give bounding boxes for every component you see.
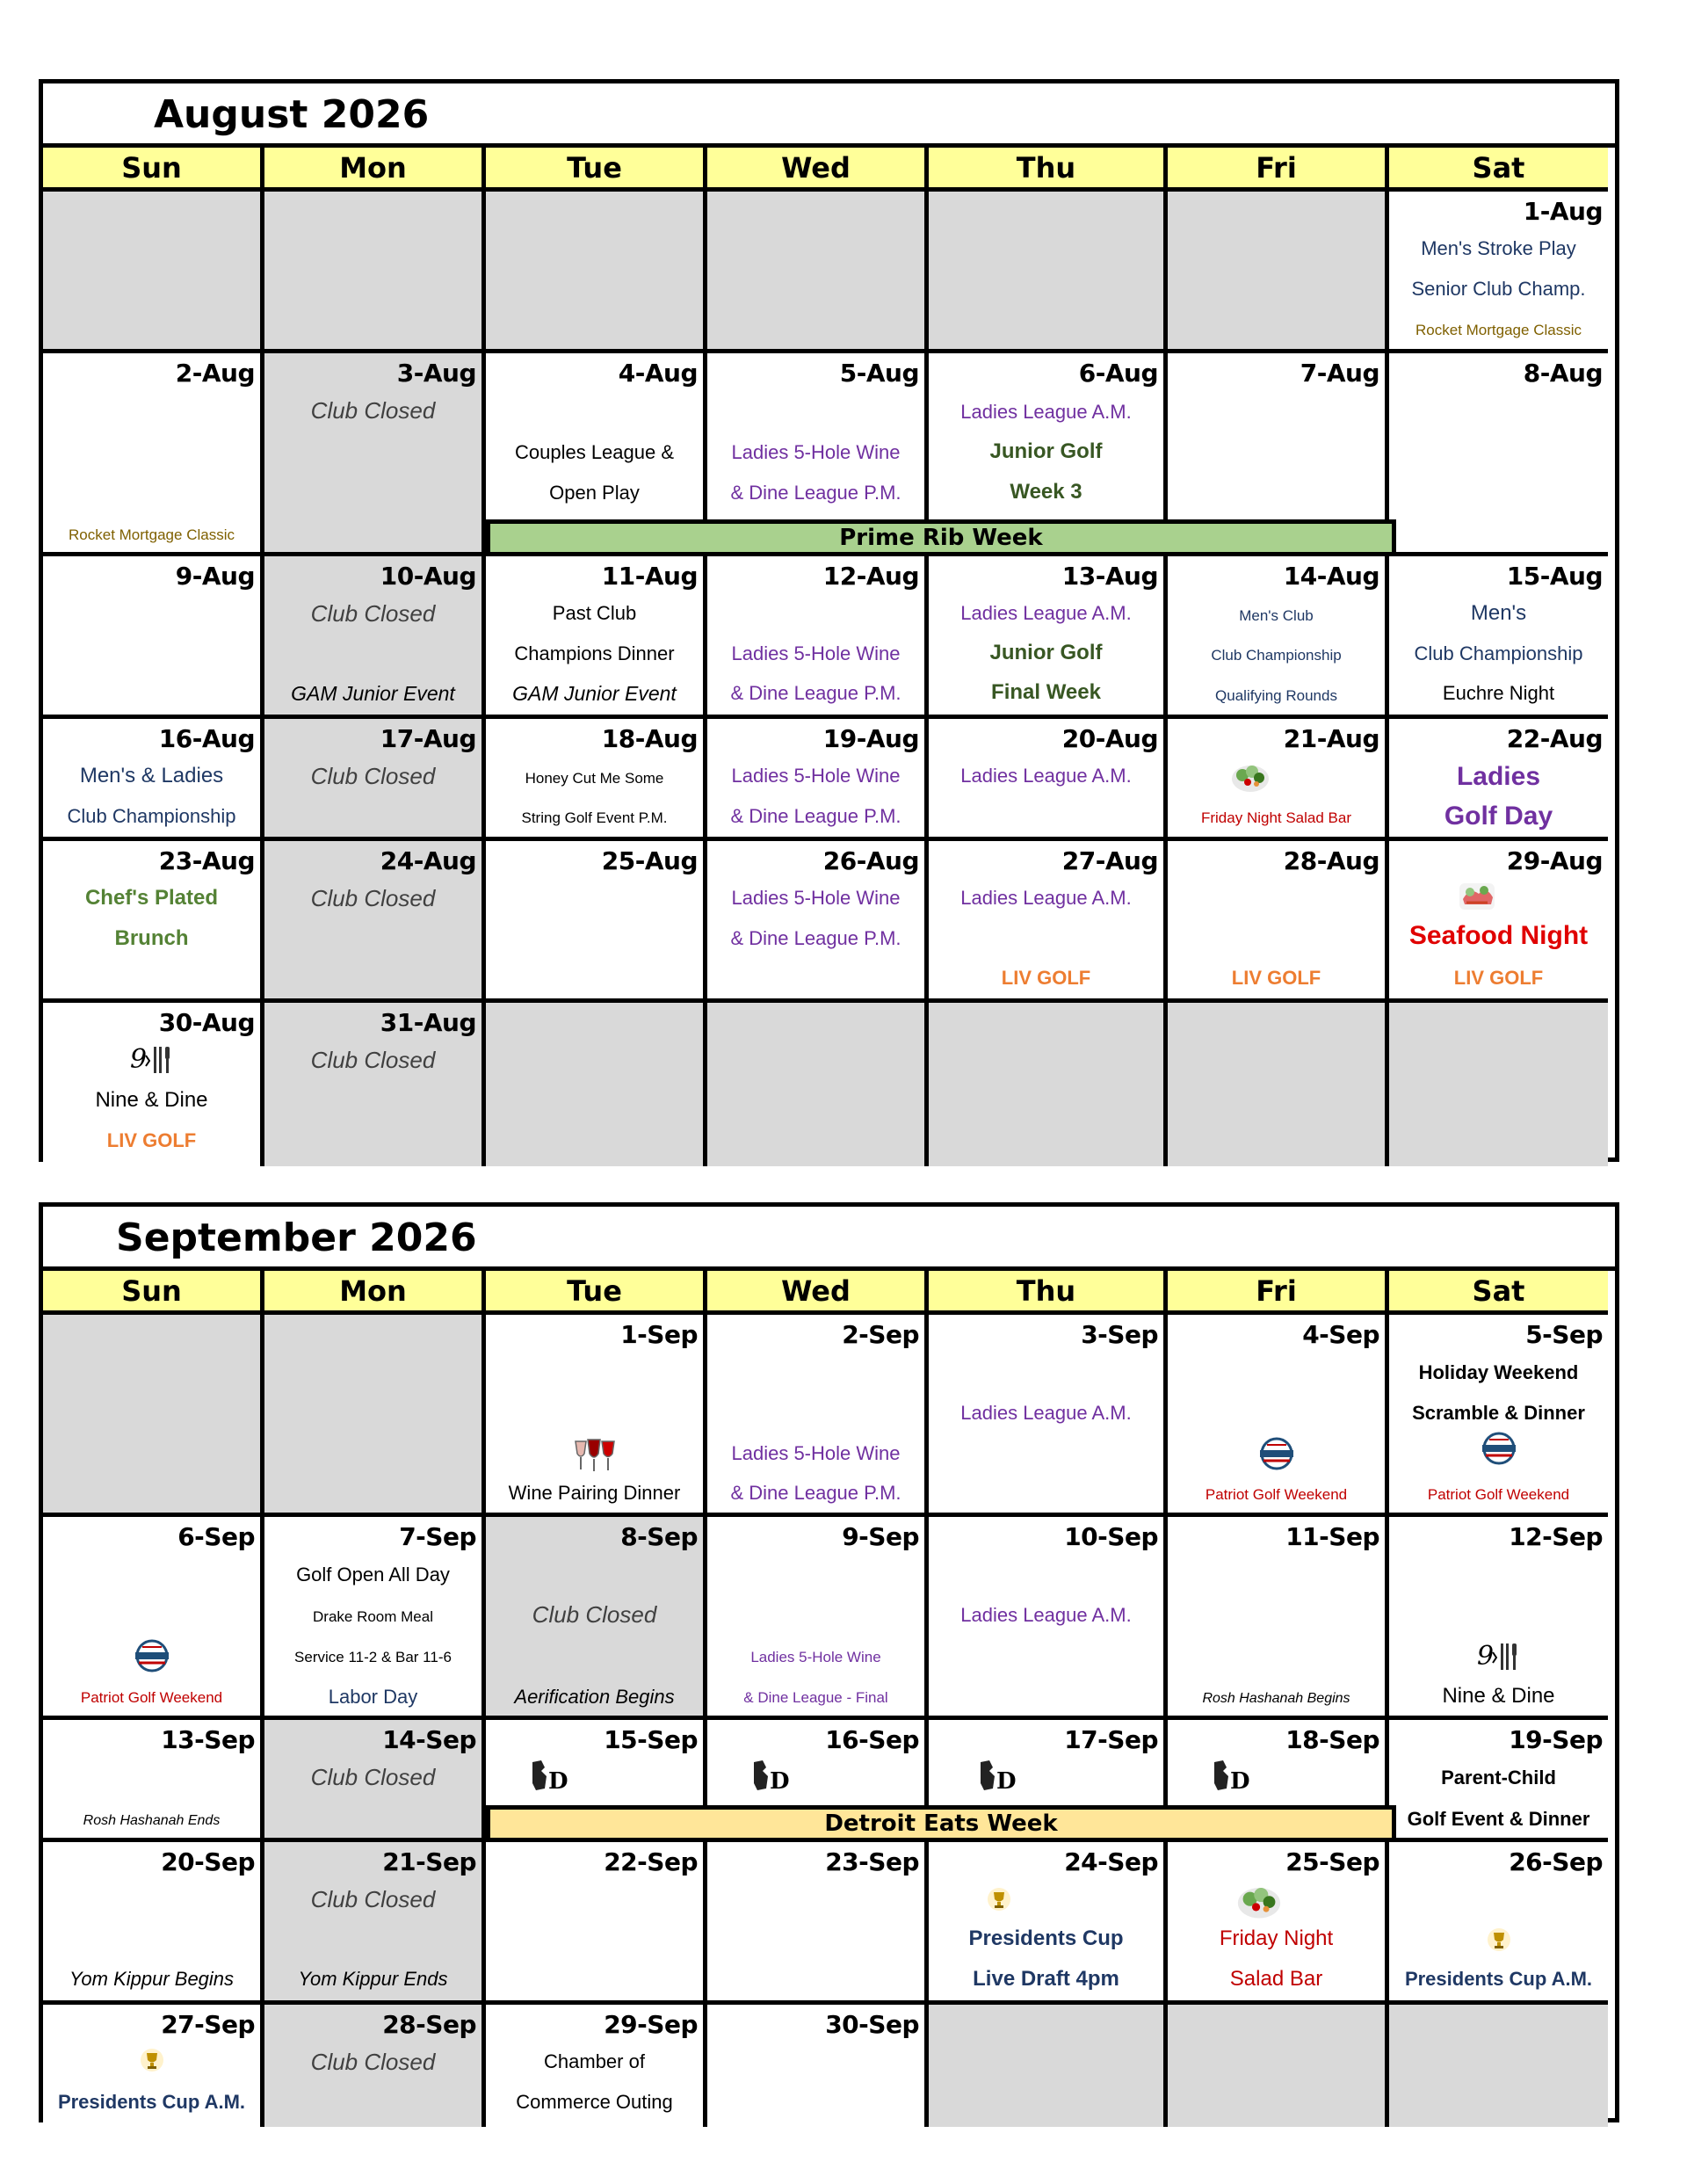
event-text: Club Closed bbox=[310, 600, 436, 627]
event-text: Rocket Mortgage Classic bbox=[1415, 322, 1582, 338]
event-text: Holiday Weekend bbox=[1418, 1361, 1579, 1383]
event-text: Nine & Dine bbox=[1442, 1684, 1555, 1708]
svg-text:D: D bbox=[996, 1768, 1017, 1794]
week-row bbox=[43, 1315, 1615, 1517]
michigan-d-logo-icon bbox=[977, 1757, 1021, 1794]
event-text: Ladies bbox=[1456, 762, 1541, 791]
day-number: 11-Sep bbox=[1285, 1522, 1379, 1551]
weekday-thu: Thu bbox=[929, 1271, 1168, 1315]
day-number: 25-Aug bbox=[601, 846, 698, 875]
event-text: Club Closed bbox=[310, 2049, 436, 2075]
day-number: 6-Aug bbox=[1078, 359, 1158, 388]
day-cell[interactable] bbox=[707, 841, 929, 1003]
weekday-header bbox=[43, 148, 1615, 192]
month-title: August 2026 bbox=[154, 92, 430, 137]
day-number: 16-Sep bbox=[825, 1725, 919, 1754]
weekday-wed: Wed bbox=[707, 148, 929, 192]
week-row bbox=[43, 556, 1615, 719]
event-text: Club Closed bbox=[310, 1886, 436, 1912]
empty-day-cell bbox=[929, 1003, 1168, 1166]
event-text: Couples League & bbox=[514, 441, 675, 463]
empty-day-cell bbox=[929, 2005, 1168, 2127]
event-text: Seafood Night bbox=[1408, 921, 1589, 950]
day-number: 22-Aug bbox=[1506, 724, 1603, 753]
event-text: Club Closed bbox=[310, 397, 436, 424]
day-number: 28-Aug bbox=[1283, 846, 1379, 875]
event-text: Presidents Cup A.M. bbox=[1404, 1968, 1593, 1990]
day-cell[interactable] bbox=[1168, 719, 1389, 841]
day-cell[interactable] bbox=[43, 1842, 264, 2005]
day-cell[interactable] bbox=[43, 1003, 264, 1166]
day-cell[interactable] bbox=[43, 556, 264, 719]
event-text: Ladies 5-Hole Wine bbox=[731, 1442, 901, 1464]
day-number: 30-Sep bbox=[825, 2010, 919, 2039]
day-cell[interactable] bbox=[1389, 353, 1608, 556]
day-number: 10-Aug bbox=[380, 562, 476, 591]
day-number: 17-Aug bbox=[380, 724, 476, 753]
day-cell[interactable] bbox=[929, 556, 1168, 719]
weekday-sun: Sun bbox=[43, 148, 264, 192]
event-text: Club Championship bbox=[67, 805, 236, 827]
event-text: Past Club bbox=[552, 602, 637, 624]
event-text: Junior Golf bbox=[989, 439, 1103, 463]
event-text: Ladies 5-Hole Wine bbox=[731, 441, 901, 463]
day-number: 8-Sep bbox=[620, 1522, 698, 1551]
svg-text:D: D bbox=[548, 1768, 568, 1794]
event-text: Service 11-2 & Bar 11-6 bbox=[294, 1649, 452, 1665]
event-text: Club Closed bbox=[310, 1764, 436, 1790]
empty-day-cell bbox=[707, 192, 929, 353]
event-text: Senior Club Champ. bbox=[1411, 278, 1586, 300]
trophy-icon bbox=[139, 2047, 165, 2073]
day-number: 17-Sep bbox=[1064, 1725, 1158, 1754]
event-text: Ladies League A.M. bbox=[960, 1604, 1132, 1626]
event-text: & Dine League P.M. bbox=[730, 805, 901, 827]
empty-day-cell bbox=[264, 1315, 486, 1517]
event-text: Junior Golf bbox=[989, 641, 1103, 664]
day-number: 23-Sep bbox=[825, 1847, 919, 1876]
event-text: Golf Event & Dinner bbox=[1407, 1808, 1590, 1830]
day-number: 19-Sep bbox=[1509, 1725, 1603, 1754]
event-text: Men's bbox=[1470, 601, 1527, 625]
event-text: Ladies League A.M. bbox=[960, 765, 1132, 787]
day-cell[interactable] bbox=[707, 1842, 929, 2005]
event-text: Ladies League A.M. bbox=[960, 887, 1132, 909]
day-number: 26-Aug bbox=[822, 846, 919, 875]
empty-day-cell bbox=[929, 192, 1168, 353]
day-number: 20-Sep bbox=[161, 1847, 255, 1876]
day-cell[interactable] bbox=[1389, 1720, 1608, 1842]
day-cell[interactable] bbox=[1168, 1517, 1389, 1720]
trophy-icon bbox=[986, 1886, 1012, 1912]
svg-text:D: D bbox=[770, 1768, 790, 1794]
day-cell[interactable] bbox=[1389, 192, 1608, 353]
day-number: 14-Sep bbox=[382, 1725, 476, 1754]
nine-and-dine-icon bbox=[130, 1041, 174, 1077]
day-number: 7-Aug bbox=[1300, 359, 1379, 388]
event-text: GAM Junior Event bbox=[291, 682, 455, 705]
day-number: 10-Sep bbox=[1064, 1522, 1158, 1551]
event-text: Euchre Night bbox=[1442, 682, 1555, 704]
event-text: Club Championship bbox=[1211, 647, 1342, 664]
day-number: 18-Sep bbox=[1285, 1725, 1379, 1754]
event-text: & Dine League - Final bbox=[743, 1689, 888, 1706]
day-number: 25-Sep bbox=[1285, 1847, 1379, 1876]
day-number: 1-Aug bbox=[1523, 197, 1603, 226]
patriot-golf-logo-icon bbox=[130, 1638, 174, 1673]
day-number: 13-Aug bbox=[1061, 562, 1158, 591]
day-number: 20-Aug bbox=[1061, 724, 1158, 753]
day-number: 29-Aug bbox=[1506, 846, 1603, 875]
event-text: Men's Stroke Play bbox=[1421, 237, 1576, 259]
day-cell[interactable] bbox=[486, 1517, 707, 1720]
event-text: LIV GOLF bbox=[1001, 967, 1091, 989]
day-cell[interactable] bbox=[1389, 556, 1608, 719]
week-row bbox=[43, 192, 1615, 353]
day-number: 3-Aug bbox=[396, 359, 476, 388]
empty-day-cell bbox=[43, 192, 264, 353]
day-number: 13-Sep bbox=[161, 1725, 255, 1754]
event-text: Golf Day bbox=[1444, 802, 1553, 831]
empty-day-cell bbox=[1168, 1003, 1389, 1166]
empty-day-cell bbox=[1389, 1003, 1608, 1166]
day-number: 7-Sep bbox=[399, 1522, 476, 1551]
weekday-header bbox=[43, 1271, 1615, 1315]
day-number: 6-Sep bbox=[177, 1522, 255, 1551]
day-cell[interactable] bbox=[486, 841, 707, 1003]
day-cell[interactable] bbox=[264, 719, 486, 841]
day-cell[interactable] bbox=[707, 1517, 929, 1720]
day-cell[interactable] bbox=[264, 1842, 486, 2005]
day-number: 23-Aug bbox=[158, 846, 255, 875]
event-text: Live Draft 4pm bbox=[973, 1967, 1119, 1991]
day-cell[interactable] bbox=[707, 556, 929, 719]
svg-text:9: 9 bbox=[129, 1044, 147, 1075]
day-cell[interactable] bbox=[707, 1315, 929, 1517]
event-text: Champions Dinner bbox=[514, 642, 675, 664]
event-text: Open Play bbox=[549, 482, 640, 504]
day-number: 27-Aug bbox=[1061, 846, 1158, 875]
weekday-mon: Mon bbox=[264, 1271, 486, 1315]
day-number: 24-Sep bbox=[1064, 1847, 1158, 1876]
weekday-fri: Fri bbox=[1168, 1271, 1389, 1315]
patriot-golf-logo-icon bbox=[1477, 1431, 1521, 1466]
day-cell[interactable] bbox=[43, 1517, 264, 1720]
event-text: Presidents Cup A.M. bbox=[57, 2091, 246, 2113]
event-text: Labor Day bbox=[328, 1686, 418, 1708]
day-cell[interactable] bbox=[486, 1842, 707, 2005]
event-text: Salad Bar bbox=[1229, 1967, 1323, 1991]
weekday-sat: Sat bbox=[1389, 1271, 1608, 1315]
day-cell[interactable] bbox=[1389, 719, 1608, 841]
event-text: Scramble & Dinner bbox=[1412, 1402, 1585, 1424]
event-text: Ladies League A.M. bbox=[960, 401, 1132, 423]
day-number: 4-Sep bbox=[1302, 1320, 1379, 1349]
event-text: Brunch bbox=[114, 926, 189, 950]
day-cell[interactable] bbox=[1389, 841, 1608, 1003]
day-number: 12-Sep bbox=[1509, 1522, 1603, 1551]
event-text: Chef's Plated bbox=[84, 886, 219, 910]
event-text: GAM Junior Event bbox=[512, 682, 677, 705]
day-number: 22-Sep bbox=[604, 1847, 698, 1876]
day-cell[interactable] bbox=[929, 1842, 1168, 2005]
day-cell[interactable] bbox=[264, 1517, 486, 1720]
day-cell[interactable] bbox=[264, 2005, 486, 2127]
svg-text:D: D bbox=[1230, 1768, 1250, 1794]
event-text: Golf Open All Day bbox=[296, 1564, 450, 1585]
day-cell[interactable] bbox=[43, 841, 264, 1003]
day-cell[interactable] bbox=[929, 1315, 1168, 1517]
day-cell[interactable] bbox=[1389, 1517, 1608, 1720]
day-cell[interactable] bbox=[1168, 1842, 1389, 2005]
day-cell[interactable] bbox=[43, 1720, 264, 1842]
day-cell[interactable] bbox=[707, 2005, 929, 2127]
day-number: 27-Sep bbox=[161, 2010, 255, 2039]
event-text: Honey Cut Me Some bbox=[525, 770, 664, 787]
event-text: String Golf Event P.M. bbox=[521, 809, 668, 826]
michigan-d-logo-icon bbox=[750, 1757, 794, 1794]
event-text: & Dine League P.M. bbox=[730, 927, 901, 949]
event-text: Yom Kippur Begins bbox=[69, 1968, 235, 1990]
day-cell[interactable] bbox=[486, 1315, 707, 1517]
day-number: 31-Aug bbox=[380, 1008, 476, 1037]
day-number: 3-Sep bbox=[1081, 1320, 1158, 1349]
day-number: 9-Sep bbox=[842, 1522, 919, 1551]
empty-day-cell bbox=[707, 1003, 929, 1166]
september-calendar bbox=[39, 1202, 1619, 2122]
michigan-d-logo-icon bbox=[1211, 1757, 1255, 1794]
empty-day-cell bbox=[1168, 2005, 1389, 2127]
day-number: 26-Sep bbox=[1509, 1847, 1603, 1876]
michigan-d-logo-icon bbox=[529, 1757, 573, 1794]
week-row bbox=[43, 1842, 1615, 2005]
day-number: 9-Aug bbox=[175, 562, 255, 591]
weekday-mon: Mon bbox=[264, 148, 486, 192]
day-number: 2-Sep bbox=[842, 1320, 919, 1349]
day-number: 24-Aug bbox=[380, 846, 476, 875]
event-text: Aerification Begins bbox=[514, 1686, 675, 1708]
detroit-eats-week-banner: Detroit Eats Week bbox=[486, 1805, 1396, 1842]
week-row bbox=[43, 353, 1615, 556]
empty-day-cell bbox=[486, 1003, 707, 1166]
day-number: 28-Sep bbox=[382, 2010, 476, 2039]
event-text: Yom Kippur Ends bbox=[298, 1968, 448, 1990]
event-text: & Dine League P.M. bbox=[730, 682, 901, 704]
event-text: LIV GOLF bbox=[1453, 967, 1544, 989]
event-text: Wine Pairing Dinner bbox=[508, 1482, 681, 1504]
day-number: 30-Aug bbox=[158, 1008, 255, 1037]
day-number: 18-Aug bbox=[601, 724, 698, 753]
event-text: Rocket Mortgage Classic bbox=[69, 526, 235, 543]
day-cell[interactable] bbox=[929, 719, 1168, 841]
month-title-bar bbox=[43, 1207, 1615, 1271]
event-text: Club Closed bbox=[310, 763, 436, 789]
day-cell[interactable] bbox=[1168, 556, 1389, 719]
day-cell[interactable] bbox=[929, 841, 1168, 1003]
weekday-sun: Sun bbox=[43, 1271, 264, 1315]
event-text: Rosh Hashanah Begins bbox=[1202, 1691, 1350, 1706]
event-text: Patriot Golf Weekend bbox=[1205, 1486, 1348, 1503]
seafood-platter-icon bbox=[1458, 876, 1496, 915]
day-number: 5-Sep bbox=[1525, 1320, 1603, 1349]
event-text: Ladies League A.M. bbox=[960, 602, 1132, 624]
nine-and-dine-icon bbox=[1477, 1638, 1521, 1673]
day-number: 14-Aug bbox=[1283, 562, 1379, 591]
event-text: Ladies 5-Hole Wine bbox=[731, 642, 901, 664]
day-cell[interactable] bbox=[43, 719, 264, 841]
empty-day-cell bbox=[486, 192, 707, 353]
event-text: LIV GOLF bbox=[1231, 967, 1321, 989]
day-cell[interactable] bbox=[486, 719, 707, 841]
day-number: 19-Aug bbox=[822, 724, 919, 753]
day-cell[interactable] bbox=[1389, 1842, 1608, 2005]
week-row bbox=[43, 1517, 1615, 1720]
event-text: Friday Night bbox=[1219, 1926, 1334, 1950]
month-title: September 2026 bbox=[116, 1215, 477, 1260]
event-text: & Dine League P.M. bbox=[730, 482, 901, 504]
weekday-fri: Fri bbox=[1168, 148, 1389, 192]
weekday-tue: Tue bbox=[486, 1271, 707, 1315]
week-row bbox=[43, 719, 1615, 841]
empty-day-cell bbox=[264, 192, 486, 353]
patriot-golf-logo-icon bbox=[1255, 1436, 1299, 1471]
day-cell[interactable] bbox=[264, 1003, 486, 1166]
event-text: Club Closed bbox=[310, 1047, 436, 1073]
weekday-wed: Wed bbox=[707, 1271, 929, 1315]
month-title-bar bbox=[43, 83, 1615, 148]
day-cell[interactable] bbox=[264, 841, 486, 1003]
empty-day-cell bbox=[1168, 192, 1389, 353]
day-cell[interactable] bbox=[43, 353, 264, 556]
day-number: 15-Sep bbox=[604, 1725, 698, 1754]
event-text: Week 3 bbox=[1010, 480, 1082, 504]
day-cell[interactable] bbox=[486, 2005, 707, 2127]
event-text: & Dine League P.M. bbox=[730, 1482, 901, 1504]
salad-bowl-icon bbox=[1230, 759, 1271, 795]
day-number: 15-Aug bbox=[1506, 562, 1603, 591]
event-text: Parent-Child bbox=[1441, 1767, 1556, 1789]
day-cell[interactable] bbox=[264, 353, 486, 556]
event-text: Patriot Golf Weekend bbox=[1427, 1486, 1570, 1503]
wine-glasses-icon bbox=[572, 1436, 618, 1475]
day-number: 21-Sep bbox=[382, 1847, 476, 1876]
svg-text:9: 9 bbox=[1476, 1641, 1494, 1672]
day-cell[interactable] bbox=[264, 556, 486, 719]
event-text: Qualifying Rounds bbox=[1215, 687, 1337, 704]
event-text: Club Closed bbox=[532, 1601, 657, 1628]
weekday-thu: Thu bbox=[929, 148, 1168, 192]
week-row bbox=[43, 841, 1615, 1003]
day-number: 12-Aug bbox=[822, 562, 919, 591]
week-row bbox=[43, 1003, 1615, 1166]
event-text: Rosh Hashanah Ends bbox=[83, 1813, 221, 1828]
event-text: Presidents Cup bbox=[968, 1926, 1124, 1950]
day-number: 2-Aug bbox=[175, 359, 255, 388]
event-text: Ladies 5-Hole Wine bbox=[731, 887, 901, 909]
weekday-sat: Sat bbox=[1389, 148, 1608, 192]
week-row bbox=[43, 1720, 1615, 1842]
event-text: LIV GOLF bbox=[106, 1129, 197, 1151]
trophy-icon bbox=[1486, 1926, 1512, 1953]
day-cell[interactable] bbox=[264, 1720, 486, 1842]
day-cell[interactable] bbox=[1168, 1315, 1389, 1517]
day-cell[interactable] bbox=[707, 719, 929, 841]
empty-day-cell bbox=[1389, 2005, 1608, 2127]
august-calendar bbox=[39, 79, 1619, 1162]
day-number: 4-Aug bbox=[618, 359, 698, 388]
day-cell[interactable] bbox=[1389, 1315, 1608, 1517]
event-text: Final Week bbox=[991, 680, 1101, 704]
salad-bowl-icon bbox=[1234, 1881, 1284, 1921]
event-text: Ladies 5-Hole Wine bbox=[731, 765, 901, 787]
event-text: Ladies League A.M. bbox=[960, 1402, 1132, 1424]
event-text: Drake Room Meal bbox=[313, 1608, 433, 1625]
day-number: 21-Aug bbox=[1283, 724, 1379, 753]
event-text: Commerce Outing bbox=[516, 2091, 673, 2113]
event-text: Ladies 5-Hole Wine bbox=[750, 1649, 881, 1665]
day-number: 29-Sep bbox=[604, 2010, 698, 2039]
day-cell[interactable] bbox=[929, 1517, 1168, 1720]
day-cell[interactable] bbox=[43, 2005, 264, 2127]
empty-day-cell bbox=[43, 1315, 264, 1517]
event-text: Patriot Golf Weekend bbox=[80, 1689, 223, 1706]
event-text: Club Closed bbox=[310, 885, 436, 911]
event-text: Nine & Dine bbox=[95, 1088, 208, 1112]
event-text: Friday Night Salad Bar bbox=[1200, 809, 1352, 826]
event-text: Men's & Ladies bbox=[79, 764, 224, 787]
day-number: 16-Aug bbox=[158, 724, 255, 753]
day-number: 8-Aug bbox=[1523, 359, 1603, 388]
prime-rib-week-banner: Prime Rib Week bbox=[486, 519, 1396, 556]
event-text: Chamber of bbox=[544, 2050, 645, 2072]
day-number: 1-Sep bbox=[620, 1320, 698, 1349]
day-cell[interactable] bbox=[1168, 841, 1389, 1003]
event-text: Men's Club bbox=[1239, 607, 1314, 624]
day-cell[interactable] bbox=[486, 556, 707, 719]
day-number: 11-Aug bbox=[601, 562, 698, 591]
week-row bbox=[43, 2005, 1615, 2127]
day-number: 5-Aug bbox=[839, 359, 919, 388]
event-text: Club Championship bbox=[1414, 642, 1583, 664]
weekday-tue: Tue bbox=[486, 148, 707, 192]
